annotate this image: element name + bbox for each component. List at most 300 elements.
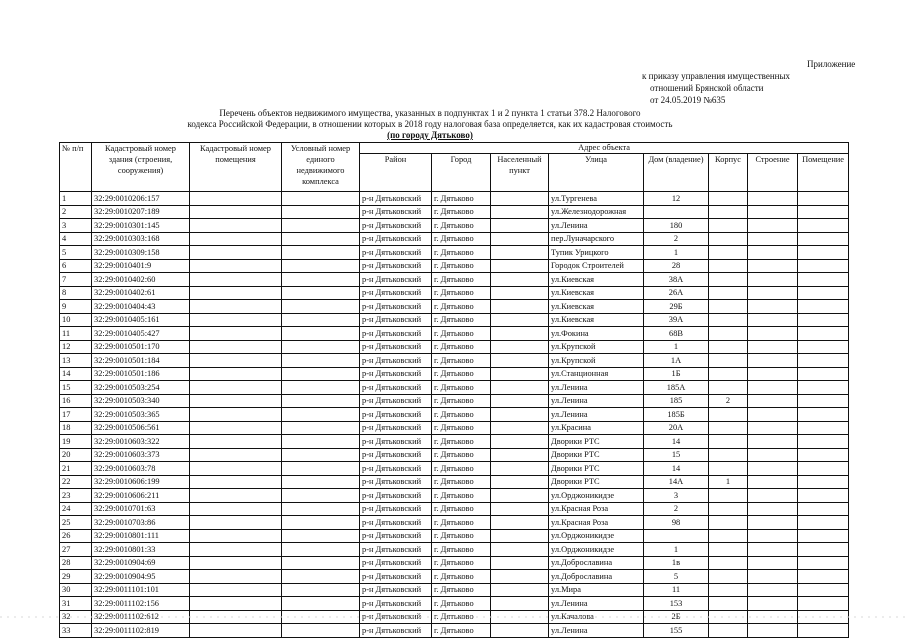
header-room-cadastral: Кадастровый номер помещения (190, 143, 282, 192)
row-room-cadastral (190, 570, 282, 584)
row-district: р-н Дятьковский (360, 502, 432, 516)
header-city: Город (432, 154, 491, 192)
row-stroenie (748, 300, 798, 314)
row-room (798, 624, 849, 638)
row-city: г. Дятьково (432, 570, 491, 584)
row-room-cadastral (190, 327, 282, 341)
row-house (644, 205, 709, 219)
row-number: 31 (60, 597, 92, 611)
row-stroenie (748, 448, 798, 462)
row-room-cadastral (190, 489, 282, 503)
table-row (60, 381, 849, 395)
row-street: Тупик Урицкого (549, 246, 644, 260)
row-conditional-number (282, 624, 360, 638)
row-house: 1Б (644, 367, 709, 381)
row-number: 5 (60, 246, 92, 260)
row-settlement (491, 354, 549, 368)
row-room (798, 489, 849, 503)
row-street: ул.Красная Роза (549, 516, 644, 530)
table-row (60, 367, 849, 381)
annex-line-1: к приказу управления имущественных (642, 71, 791, 81)
row-stroenie (748, 273, 798, 287)
row-house: 12 (644, 192, 709, 206)
row-korpus (709, 300, 748, 314)
row-conditional-number (282, 597, 360, 611)
row-settlement (491, 556, 549, 570)
row-city: г. Дятьково (432, 529, 491, 543)
row-city: г. Дятьково (432, 556, 491, 570)
row-house: 155 (644, 624, 709, 638)
row-room (798, 556, 849, 570)
row-room-cadastral (190, 354, 282, 368)
row-number: 25 (60, 516, 92, 530)
table-row (60, 516, 849, 530)
row-street: ул.Железнодорожная (549, 205, 644, 219)
row-district: р-н Дятьковский (360, 448, 432, 462)
row-city: г. Дятьково (432, 259, 491, 273)
table-row (60, 232, 849, 246)
row-room-cadastral (190, 313, 282, 327)
row-room (798, 300, 849, 314)
row-stroenie (748, 192, 798, 206)
row-conditional-number (282, 300, 360, 314)
row-number: 14 (60, 367, 92, 381)
row-district: р-н Дятьковский (360, 367, 432, 381)
row-house: 28 (644, 259, 709, 273)
table-row (60, 354, 849, 368)
row-city: г. Дятьково (432, 624, 491, 638)
row-number: 1 (60, 192, 92, 206)
row-house: 2 (644, 232, 709, 246)
row-district: р-н Дятьковский (360, 435, 432, 449)
row-number: 21 (60, 462, 92, 476)
row-house: 29Б (644, 300, 709, 314)
row-settlement (491, 300, 549, 314)
row-cadastral-number: 32:29:0011101:101 (92, 583, 190, 597)
row-district: р-н Дятьковский (360, 529, 432, 543)
row-cadastral-number: 32:29:0010703:86 (92, 516, 190, 530)
row-district: р-н Дятьковский (360, 259, 432, 273)
row-number: 30 (60, 583, 92, 597)
row-street: Дворики РТС (549, 435, 644, 449)
row-stroenie (748, 259, 798, 273)
row-room-cadastral (190, 394, 282, 408)
row-korpus (709, 529, 748, 543)
row-house: 185Б (644, 408, 709, 422)
header-settlement: Населенный пункт (491, 154, 549, 192)
row-room-cadastral (190, 340, 282, 354)
row-room (798, 340, 849, 354)
row-korpus (709, 313, 748, 327)
row-stroenie (748, 556, 798, 570)
row-number: 19 (60, 435, 92, 449)
table-row (60, 556, 849, 570)
row-korpus (709, 219, 748, 233)
row-conditional-number (282, 421, 360, 435)
row-cadastral-number: 32:29:0010701:63 (92, 502, 190, 516)
row-settlement (491, 219, 549, 233)
row-number: 10 (60, 313, 92, 327)
row-settlement (491, 192, 549, 206)
row-conditional-number (282, 583, 360, 597)
row-number: 6 (60, 259, 92, 273)
row-stroenie (748, 597, 798, 611)
row-room (798, 259, 849, 273)
row-number: 7 (60, 273, 92, 287)
table-row (60, 394, 849, 408)
row-conditional-number (282, 489, 360, 503)
row-house: 39А (644, 313, 709, 327)
row-room-cadastral (190, 475, 282, 489)
row-room-cadastral (190, 516, 282, 530)
row-conditional-number (282, 354, 360, 368)
row-settlement (491, 462, 549, 476)
row-korpus (709, 421, 748, 435)
row-room (798, 529, 849, 543)
row-stroenie (748, 502, 798, 516)
row-room (798, 597, 849, 611)
row-number: 16 (60, 394, 92, 408)
row-korpus (709, 516, 748, 530)
row-room-cadastral (190, 556, 282, 570)
row-conditional-number (282, 543, 360, 557)
row-room (798, 421, 849, 435)
row-settlement (491, 516, 549, 530)
row-street: ул.Киевская (549, 300, 644, 314)
row-house: 1 (644, 246, 709, 260)
annex-line-2: отношений Брянской области (650, 83, 764, 93)
row-city: г. Дятьково (432, 435, 491, 449)
row-number: 13 (60, 354, 92, 368)
row-korpus (709, 327, 748, 341)
table-row (60, 502, 849, 516)
row-street: Дворики РТС (549, 462, 644, 476)
row-korpus (709, 624, 748, 638)
row-cadastral-number: 32:29:0010603:373 (92, 448, 190, 462)
row-city: г. Дятьково (432, 408, 491, 422)
row-room-cadastral (190, 300, 282, 314)
row-cadastral-number: 32:29:0010503:365 (92, 408, 190, 422)
row-cadastral-number: 32:29:0010405:161 (92, 313, 190, 327)
row-room (798, 246, 849, 260)
row-district: р-н Дятьковский (360, 583, 432, 597)
scan-edge-noise (0, 612, 905, 620)
row-room (798, 394, 849, 408)
row-conditional-number (282, 475, 360, 489)
row-cadastral-number: 32:29:0010501:184 (92, 354, 190, 368)
row-street: ул.Ленина (549, 394, 644, 408)
table-row (60, 462, 849, 476)
row-number: 3 (60, 219, 92, 233)
row-cadastral-number: 32:29:0010402:61 (92, 286, 190, 300)
row-city: г. Дятьково (432, 286, 491, 300)
annex-line-3: от 24.05.2019 №635 (650, 95, 726, 105)
row-korpus (709, 597, 748, 611)
row-street: ул.Качалова (549, 610, 644, 624)
row-district: р-н Дятьковский (360, 286, 432, 300)
row-settlement (491, 313, 549, 327)
row-room (798, 516, 849, 530)
row-city: г. Дятьково (432, 448, 491, 462)
row-district: р-н Дятьковский (360, 624, 432, 638)
row-house: 1А (644, 354, 709, 368)
table-row (60, 448, 849, 462)
row-city: г. Дятьково (432, 300, 491, 314)
row-conditional-number (282, 313, 360, 327)
row-cadastral-number: 32:29:0011102:819 (92, 624, 190, 638)
row-street: ул.Доброславина (549, 556, 644, 570)
row-conditional-number (282, 327, 360, 341)
row-room (798, 367, 849, 381)
row-cadastral-number: 32:29:0011102:156 (92, 597, 190, 611)
row-room (798, 408, 849, 422)
row-cadastral-number: 32:29:0010801:33 (92, 543, 190, 557)
row-city: г. Дятьково (432, 205, 491, 219)
row-settlement (491, 340, 549, 354)
row-conditional-number (282, 408, 360, 422)
row-korpus (709, 543, 748, 557)
row-district: р-н Дятьковский (360, 219, 432, 233)
row-house: 20А (644, 421, 709, 435)
row-korpus (709, 232, 748, 246)
row-cadastral-number: 32:29:0010801:111 (92, 529, 190, 543)
row-cadastral-number: 32:29:0010503:340 (92, 394, 190, 408)
header-room: Помещение (798, 154, 849, 192)
row-conditional-number (282, 192, 360, 206)
row-korpus (709, 340, 748, 354)
header-num: № п/п (60, 143, 92, 192)
row-house: 180 (644, 219, 709, 233)
row-city: г. Дятьково (432, 313, 491, 327)
row-cadastral-number: 32:29:0010303:168 (92, 232, 190, 246)
row-conditional-number (282, 381, 360, 395)
row-cadastral-number: 32:29:0010402:60 (92, 273, 190, 287)
row-settlement (491, 408, 549, 422)
header-stroenie: Строение (748, 154, 798, 192)
row-district: р-н Дятьковский (360, 246, 432, 260)
row-city: г. Дятьково (432, 516, 491, 530)
annex-title: Приложение (807, 59, 856, 69)
table-row (60, 529, 849, 543)
row-room (798, 192, 849, 206)
row-room (798, 286, 849, 300)
row-street: ул.Ленина (549, 597, 644, 611)
row-street: Дворики РТС (549, 448, 644, 462)
row-room (798, 232, 849, 246)
header-house: Дом (владение) (644, 154, 709, 192)
row-settlement (491, 435, 549, 449)
row-district: р-н Дятьковский (360, 475, 432, 489)
table-row (60, 624, 849, 638)
table-row (60, 408, 849, 422)
row-room (798, 570, 849, 584)
row-number: 2 (60, 205, 92, 219)
row-house: 1 (644, 543, 709, 557)
row-district: р-н Дятьковский (360, 462, 432, 476)
row-stroenie (748, 327, 798, 341)
row-room-cadastral (190, 381, 282, 395)
row-cadastral-number: 32:29:0010401:9 (92, 259, 190, 273)
row-stroenie (748, 354, 798, 368)
row-city: г. Дятьково (432, 394, 491, 408)
header-address: Адрес объекта (360, 143, 849, 154)
table-row (60, 300, 849, 314)
row-cadastral-number: 32:29:0010501:186 (92, 367, 190, 381)
row-street: Городок Строителей (549, 259, 644, 273)
row-city: г. Дятьково (432, 246, 491, 260)
document-heading-city: (по городу Дятьково) (387, 130, 473, 140)
row-number: 24 (60, 502, 92, 516)
row-cadastral-number: 32:29:0010506:561 (92, 421, 190, 435)
row-korpus (709, 502, 748, 516)
row-room-cadastral (190, 246, 282, 260)
row-city: г. Дятьково (432, 583, 491, 597)
row-korpus (709, 462, 748, 476)
row-stroenie (748, 246, 798, 260)
row-cadastral-number: 32:29:0010904:69 (92, 556, 190, 570)
row-district: р-н Дятьковский (360, 394, 432, 408)
row-room-cadastral (190, 205, 282, 219)
row-room (798, 327, 849, 341)
row-number: 27 (60, 543, 92, 557)
row-cadastral-number: 32:29:0010301:145 (92, 219, 190, 233)
table-row (60, 273, 849, 287)
header-street: Улица (549, 154, 644, 192)
row-city: г. Дятьково (432, 421, 491, 435)
row-conditional-number (282, 367, 360, 381)
row-stroenie (748, 394, 798, 408)
row-house: 38А (644, 273, 709, 287)
table-row (60, 583, 849, 597)
row-number: 28 (60, 556, 92, 570)
row-city: г. Дятьково (432, 192, 491, 206)
table-row (60, 570, 849, 584)
row-conditional-number (282, 556, 360, 570)
row-settlement (491, 448, 549, 462)
row-city: г. Дятьково (432, 610, 491, 624)
row-settlement (491, 489, 549, 503)
row-street: ул.Мира (549, 583, 644, 597)
row-room-cadastral (190, 286, 282, 300)
row-korpus (709, 246, 748, 260)
row-room (798, 475, 849, 489)
row-stroenie (748, 475, 798, 489)
row-room-cadastral (190, 421, 282, 435)
row-city: г. Дятьково (432, 462, 491, 476)
row-house: 14 (644, 435, 709, 449)
row-house: 98 (644, 516, 709, 530)
row-cadastral-number: 32:29:0010206:157 (92, 192, 190, 206)
row-stroenie (748, 462, 798, 476)
row-city: г. Дятьково (432, 354, 491, 368)
row-conditional-number (282, 435, 360, 449)
row-city: г. Дятьково (432, 232, 491, 246)
row-room (798, 381, 849, 395)
row-conditional-number (282, 462, 360, 476)
row-house: 1 (644, 340, 709, 354)
row-number: 26 (60, 529, 92, 543)
row-stroenie (748, 570, 798, 584)
table-row (60, 246, 849, 260)
row-cadastral-number: 32:29:0010501:170 (92, 340, 190, 354)
row-house: 3 (644, 489, 709, 503)
row-district: р-н Дятьковский (360, 516, 432, 530)
row-korpus: 2 (709, 394, 748, 408)
row-district: р-н Дятьковский (360, 273, 432, 287)
row-korpus (709, 205, 748, 219)
row-settlement (491, 583, 549, 597)
row-cadastral-number: 32:29:0010606:211 (92, 489, 190, 503)
row-number: 9 (60, 300, 92, 314)
property-register-table (59, 142, 849, 638)
row-district: р-н Дятьковский (360, 354, 432, 368)
row-stroenie (748, 286, 798, 300)
row-city: г. Дятьково (432, 327, 491, 341)
row-house: 2Б (644, 610, 709, 624)
row-district: р-н Дятьковский (360, 381, 432, 395)
table-row (60, 435, 849, 449)
row-district: р-н Дятьковский (360, 421, 432, 435)
row-room (798, 354, 849, 368)
row-city: г. Дятьково (432, 340, 491, 354)
row-settlement (491, 597, 549, 611)
row-conditional-number (282, 286, 360, 300)
row-cadastral-number: 32:29:0010606:199 (92, 475, 190, 489)
row-number: 17 (60, 408, 92, 422)
row-street: ул.Киевская (549, 273, 644, 287)
row-conditional-number (282, 448, 360, 462)
document-heading-line-1: Перечень объектов недвижимого имущества, указанных в подпунктах 1 и 2 пункта 1 статьи 378.2 Налогового (219, 108, 641, 118)
row-conditional-number (282, 516, 360, 530)
row-stroenie (748, 489, 798, 503)
row-room-cadastral (190, 502, 282, 516)
row-number: 32 (60, 610, 92, 624)
row-settlement (491, 205, 549, 219)
register-rows (60, 192, 849, 638)
row-conditional-number (282, 205, 360, 219)
row-district: р-н Дятьковский (360, 340, 432, 354)
row-street: ул.Тургенева (549, 192, 644, 206)
row-cadastral-number: 32:29:0010207:189 (92, 205, 190, 219)
row-city: г. Дятьково (432, 543, 491, 557)
row-city: г. Дятьково (432, 475, 491, 489)
row-settlement (491, 273, 549, 287)
row-district: р-н Дятьковский (360, 313, 432, 327)
row-city: г. Дятьково (432, 273, 491, 287)
row-room-cadastral (190, 273, 282, 287)
table-row (60, 313, 849, 327)
row-district: р-н Дятьковский (360, 300, 432, 314)
row-korpus (709, 489, 748, 503)
row-city: г. Дятьково (432, 597, 491, 611)
row-district: р-н Дятьковский (360, 570, 432, 584)
row-room (798, 313, 849, 327)
row-district: р-н Дятьковский (360, 408, 432, 422)
header-conditional-number: Условный номер единого недвижимого комплекса (282, 143, 360, 192)
row-room (798, 219, 849, 233)
row-stroenie (748, 313, 798, 327)
row-city: г. Дятьково (432, 219, 491, 233)
row-stroenie (748, 232, 798, 246)
header-district: Район (360, 154, 432, 192)
row-room-cadastral (190, 408, 282, 422)
row-settlement (491, 367, 549, 381)
row-room-cadastral (190, 192, 282, 206)
row-room-cadastral (190, 583, 282, 597)
row-conditional-number (282, 246, 360, 260)
row-district: р-н Дятьковский (360, 597, 432, 611)
row-street: ул.Орджоникидзе (549, 489, 644, 503)
